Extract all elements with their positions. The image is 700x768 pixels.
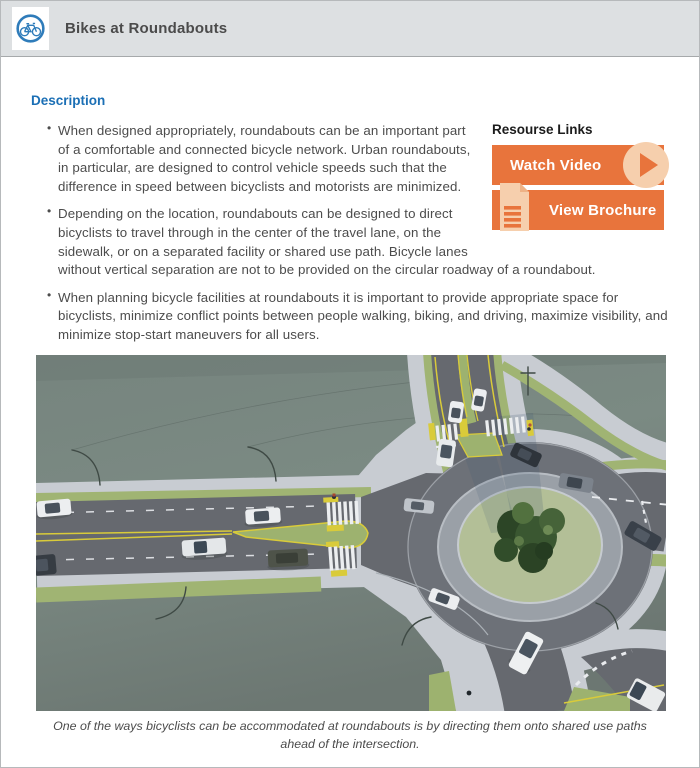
watch-video-label: Watch Video	[510, 156, 602, 174]
resource-links-heading: Resourse Links	[492, 122, 593, 137]
description-bullets	[31, 122, 669, 345]
page-title: Bikes at Roundabouts	[65, 20, 228, 37]
roundabout-illustration	[36, 355, 666, 711]
roundabout-figure	[36, 355, 664, 754]
description-bullet: • Depending on the location, roundabouts can be designed to direct bicyclists to travel through in the center of the travel lane, on the sidewalk, or on a separated facility or shared use path. Bicycle lanes without vertical separation are not to be provided on the circular roadway of a roundabout.	[58, 205, 669, 279]
header	[1, 1, 699, 57]
content	[1, 57, 699, 754]
description-bullet: • When planning bicycle facilities at roundabouts it is important to provide appropriate space for bicyclists, minimize conflict points between people walking, biking, and driving, maximize visibility, and minimize stop-start maneuvers for all users.	[58, 289, 669, 345]
figure-caption: One of the ways bicyclists can be accommodated at roundabouts is by directing them onto shared use paths ahead of the intersection.	[53, 718, 647, 751]
description-bullet: • When designed appropriately, roundabouts can be an important part of a comfortable and connected bicycle network. Urban roundabouts, in particular, are designed to control vehicle speeds such that the difference in speed between bicyclists and motorists are minimized.	[58, 122, 669, 196]
bicycle-icon	[12, 7, 49, 50]
description-heading: Description	[31, 93, 106, 108]
view-brochure-label: View Brochure	[549, 201, 657, 219]
play-icon	[623, 142, 669, 188]
